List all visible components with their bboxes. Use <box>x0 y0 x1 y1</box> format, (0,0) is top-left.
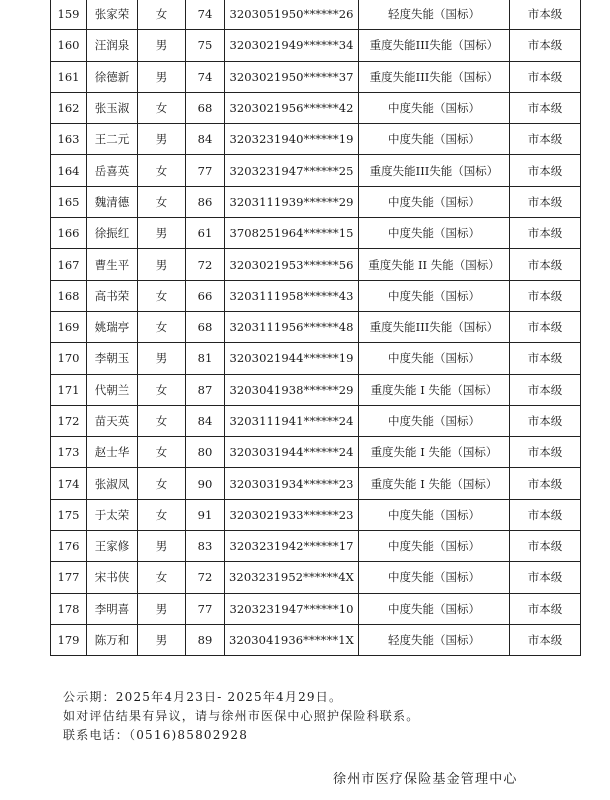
person-name-cell: 王家修 <box>87 531 138 562</box>
row-number-cell: 171 <box>51 374 87 405</box>
district-cell: 市本级 <box>510 437 581 468</box>
disability-level-cell: 中度失能（国标） <box>359 405 510 436</box>
person-age-cell: 89 <box>186 624 225 655</box>
person-name-cell: 徐振红 <box>87 218 138 249</box>
masked-id-number-cell: 3203231947******10 <box>225 593 359 624</box>
person-age-cell: 72 <box>186 249 225 280</box>
district-cell: 市本级 <box>510 405 581 436</box>
row-number-cell: 163 <box>51 124 87 155</box>
person-name-cell: 李朝玉 <box>87 343 138 374</box>
person-sex-cell: 女 <box>138 311 186 342</box>
person-name-cell: 汪润泉 <box>87 30 138 61</box>
person-age-cell: 74 <box>186 61 225 92</box>
district-cell: 市本级 <box>510 218 581 249</box>
table-row <box>51 468 581 499</box>
table-row <box>51 280 581 311</box>
disability-level-cell: 重度失能 I 失能（国标） <box>359 374 510 405</box>
disability-level-cell: 重度失能III失能（国标） <box>359 30 510 61</box>
row-number-cell: 176 <box>51 531 87 562</box>
disability-level-cell: 轻度失能（国标） <box>359 0 510 30</box>
person-age-cell: 75 <box>186 30 225 61</box>
disability-level-cell: 重度失能 II 失能（国标） <box>359 249 510 280</box>
person-name-cell: 李明喜 <box>87 593 138 624</box>
table-row <box>51 531 581 562</box>
person-name-cell: 宋书侠 <box>87 562 138 593</box>
disability-level-cell: 中度失能（国标） <box>359 280 510 311</box>
person-age-cell: 66 <box>186 280 225 311</box>
person-age-cell: 68 <box>186 311 225 342</box>
row-number-cell: 173 <box>51 437 87 468</box>
table-row <box>51 343 581 374</box>
person-name-cell: 张家荣 <box>87 0 138 30</box>
row-number-cell: 178 <box>51 593 87 624</box>
row-number-cell: 166 <box>51 218 87 249</box>
masked-id-number-cell: 3203021949******34 <box>225 30 359 61</box>
table-row <box>51 186 581 217</box>
row-number-cell: 164 <box>51 155 87 186</box>
person-sex-cell: 男 <box>138 343 186 374</box>
district-cell: 市本级 <box>510 531 581 562</box>
objection-instructions: 如对评估结果有异议，请与徐州市医保中心照护保险科联系。 <box>63 709 420 723</box>
district-cell: 市本级 <box>510 280 581 311</box>
district-cell: 市本级 <box>510 61 581 92</box>
person-name-cell: 徐德新 <box>87 61 138 92</box>
disability-level-cell: 重度失能III失能（国标） <box>359 61 510 92</box>
table-row <box>51 61 581 92</box>
row-number-cell: 160 <box>51 30 87 61</box>
person-sex-cell: 男 <box>138 624 186 655</box>
person-name-cell: 陈万和 <box>87 624 138 655</box>
person-sex-cell: 女 <box>138 0 186 30</box>
person-sex-cell: 女 <box>138 374 186 405</box>
masked-id-number-cell: 3203021953******56 <box>225 249 359 280</box>
row-number-cell: 159 <box>51 0 87 30</box>
table-row <box>51 593 581 624</box>
person-name-cell: 于太荣 <box>87 499 138 530</box>
person-sex-cell: 女 <box>138 280 186 311</box>
disability-level-cell: 中度失能（国标） <box>359 92 510 123</box>
person-name-cell: 魏清德 <box>87 186 138 217</box>
district-cell: 市本级 <box>510 249 581 280</box>
person-sex-cell: 女 <box>138 499 186 530</box>
publicity-period: 公示期：2025年4月23日- 2025年4月29日。 <box>63 690 343 704</box>
person-age-cell: 80 <box>186 437 225 468</box>
district-cell: 市本级 <box>510 124 581 155</box>
person-name-cell: 张玉淑 <box>87 92 138 123</box>
table-body <box>51 0 581 656</box>
masked-id-number-cell: 3203111958******43 <box>225 280 359 311</box>
masked-id-number-cell: 3203041938******29 <box>225 374 359 405</box>
row-number-cell: 168 <box>51 280 87 311</box>
person-sex-cell: 女 <box>138 468 186 499</box>
contact-phone: 联系电话：（0516)85802928 <box>63 728 249 742</box>
row-number-cell: 162 <box>51 92 87 123</box>
person-age-cell: 87 <box>186 374 225 405</box>
table-row <box>51 374 581 405</box>
disability-level-cell: 重度失能 I 失能（国标） <box>359 468 510 499</box>
table-row <box>51 92 581 123</box>
notice-block <box>63 688 583 745</box>
table-row <box>51 249 581 280</box>
district-cell: 市本级 <box>510 468 581 499</box>
masked-id-number-cell: 3203231940******19 <box>225 124 359 155</box>
table-row <box>51 0 581 30</box>
person-age-cell: 68 <box>186 92 225 123</box>
person-name-cell: 高书荣 <box>87 280 138 311</box>
table-row <box>51 624 581 655</box>
table-row <box>51 218 581 249</box>
table-row <box>51 437 581 468</box>
table-row <box>51 30 581 61</box>
table-row <box>51 405 581 436</box>
table-row <box>51 562 581 593</box>
district-cell: 市本级 <box>510 311 581 342</box>
district-cell: 市本级 <box>510 0 581 30</box>
district-cell: 市本级 <box>510 499 581 530</box>
person-sex-cell: 男 <box>138 531 186 562</box>
person-age-cell: 83 <box>186 531 225 562</box>
person-age-cell: 91 <box>186 499 225 530</box>
row-number-cell: 165 <box>51 186 87 217</box>
person-sex-cell: 女 <box>138 155 186 186</box>
person-age-cell: 72 <box>186 562 225 593</box>
person-sex-cell: 男 <box>138 30 186 61</box>
person-sex-cell: 男 <box>138 124 186 155</box>
district-cell: 市本级 <box>510 30 581 61</box>
person-age-cell: 77 <box>186 593 225 624</box>
district-cell: 市本级 <box>510 624 581 655</box>
row-number-cell: 170 <box>51 343 87 374</box>
person-name-cell: 张淑凤 <box>87 468 138 499</box>
disability-level-cell: 轻度失能（国标） <box>359 624 510 655</box>
person-age-cell: 86 <box>186 186 225 217</box>
disability-level-cell: 中度失能（国标） <box>359 343 510 374</box>
disability-level-cell: 中度失能（国标） <box>359 218 510 249</box>
disability-level-cell: 中度失能（国标） <box>359 531 510 562</box>
person-age-cell: 90 <box>186 468 225 499</box>
masked-id-number-cell: 3203111956******48 <box>225 311 359 342</box>
person-age-cell: 77 <box>186 155 225 186</box>
disability-level-cell: 中度失能（国标） <box>359 593 510 624</box>
district-cell: 市本级 <box>510 562 581 593</box>
person-sex-cell: 女 <box>138 437 186 468</box>
masked-id-number-cell: 3203111941******24 <box>225 405 359 436</box>
masked-id-number-cell: 3203041936******1X <box>225 624 359 655</box>
masked-id-number-cell: 3203051950******26 <box>225 0 359 30</box>
district-cell: 市本级 <box>510 343 581 374</box>
disability-level-cell: 重度失能 I 失能（国标） <box>359 437 510 468</box>
row-number-cell: 174 <box>51 468 87 499</box>
masked-id-number-cell: 3203231947******25 <box>225 155 359 186</box>
person-age-cell: 74 <box>186 0 225 30</box>
person-name-cell: 苗天英 <box>87 405 138 436</box>
person-sex-cell: 男 <box>138 61 186 92</box>
masked-id-number-cell: 3203031934******23 <box>225 468 359 499</box>
disability-level-cell: 重度失能III失能（国标） <box>359 155 510 186</box>
person-sex-cell: 男 <box>138 593 186 624</box>
person-age-cell: 81 <box>186 343 225 374</box>
row-number-cell: 179 <box>51 624 87 655</box>
person-sex-cell: 女 <box>138 92 186 123</box>
assessment-result-table <box>50 0 581 656</box>
person-name-cell: 岳喜英 <box>87 155 138 186</box>
district-cell: 市本级 <box>510 186 581 217</box>
person-sex-cell: 男 <box>138 218 186 249</box>
disability-level-cell: 重度失能III失能（国标） <box>359 311 510 342</box>
person-name-cell: 曹生平 <box>87 249 138 280</box>
row-number-cell: 177 <box>51 562 87 593</box>
district-cell: 市本级 <box>510 155 581 186</box>
table-row <box>51 124 581 155</box>
table-row <box>51 499 581 530</box>
masked-id-number-cell: 3203231952******4X <box>225 562 359 593</box>
masked-id-number-cell: 3203031944******24 <box>225 437 359 468</box>
person-name-cell: 王二元 <box>87 124 138 155</box>
disability-level-cell: 中度失能（国标） <box>359 124 510 155</box>
table-row <box>51 311 581 342</box>
disability-level-cell: 中度失能（国标） <box>359 562 510 593</box>
row-number-cell: 172 <box>51 405 87 436</box>
masked-id-number-cell: 3203021944******19 <box>225 343 359 374</box>
masked-id-number-cell: 3203021950******37 <box>225 61 359 92</box>
disability-level-cell: 中度失能（国标） <box>359 499 510 530</box>
district-cell: 市本级 <box>510 92 581 123</box>
row-number-cell: 167 <box>51 249 87 280</box>
person-name-cell: 代朝兰 <box>87 374 138 405</box>
person-name-cell: 赵士华 <box>87 437 138 468</box>
district-cell: 市本级 <box>510 374 581 405</box>
person-age-cell: 61 <box>186 218 225 249</box>
person-age-cell: 84 <box>186 124 225 155</box>
masked-id-number-cell: 3203111939******29 <box>225 186 359 217</box>
disability-level-cell: 中度失能（国标） <box>359 186 510 217</box>
row-number-cell: 175 <box>51 499 87 530</box>
masked-id-number-cell: 3203021956******42 <box>225 92 359 123</box>
person-age-cell: 84 <box>186 405 225 436</box>
person-name-cell: 姚瑞亭 <box>87 311 138 342</box>
row-number-cell: 161 <box>51 61 87 92</box>
masked-id-number-cell: 3203021933******23 <box>225 499 359 530</box>
person-sex-cell: 女 <box>138 186 186 217</box>
masked-id-number-cell: 3203231942******17 <box>225 531 359 562</box>
issuer-signature: 徐州市医疗保险基金管理中心 <box>333 772 518 787</box>
person-sex-cell: 女 <box>138 405 186 436</box>
person-sex-cell: 女 <box>138 562 186 593</box>
row-number-cell: 169 <box>51 311 87 342</box>
masked-id-number-cell: 3708251964******15 <box>225 218 359 249</box>
district-cell: 市本级 <box>510 593 581 624</box>
person-sex-cell: 男 <box>138 249 186 280</box>
table-row <box>51 155 581 186</box>
